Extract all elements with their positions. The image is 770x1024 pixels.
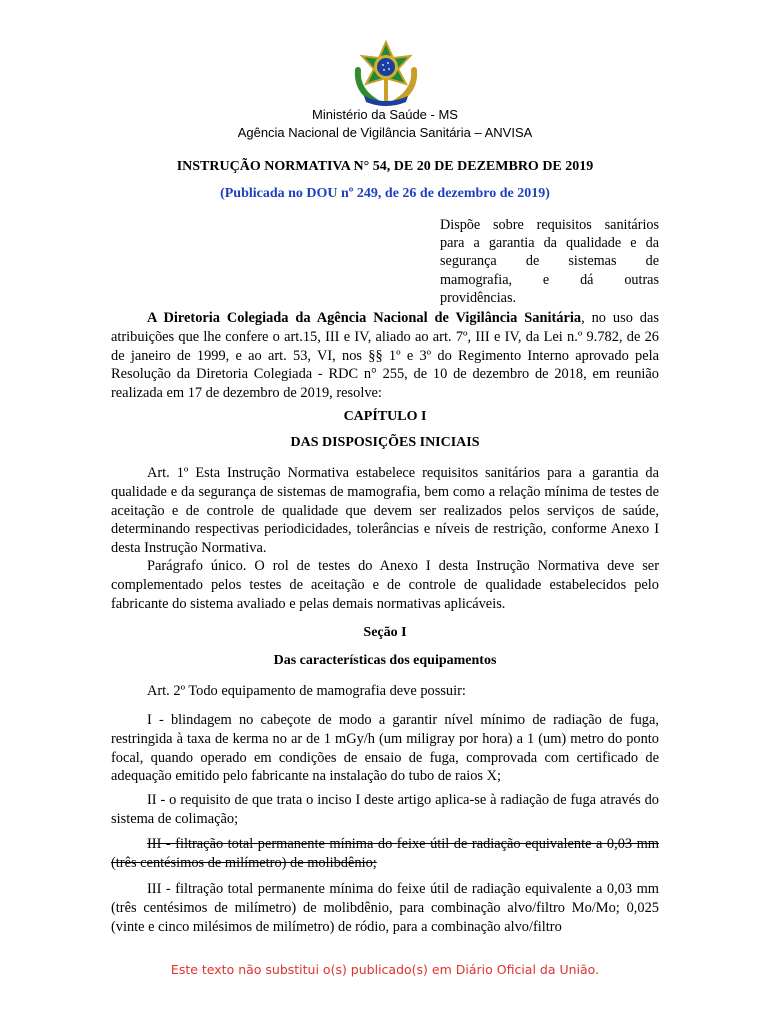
article-2: Art. 2º Todo equipamento de mamografia deve possuir: [147,683,466,699]
section-heading: Seção I [363,625,407,640]
ementa-line: Dispõe sobre requisitos sanitários [440,217,659,233]
inciso-ii: II - o requisito de que trata o inciso I deste artigo aplica-se à radiação de fuga através do sistema de colimação; [111,792,659,827]
publication-note: (Publicada no DOU nº 249, de 26 de dezembro de 2019) [220,186,550,201]
disclaimer-footer: Este texto não substitui o(s) publicado(s) em Diário Oficial da União. [170,962,600,977]
ementa-line: providências. [440,289,517,306]
ementa-line: mamografia, e dá outras [440,271,659,288]
agency-name: Agência Nacional de Vigilância Sanitária – ANVISA [237,125,533,140]
ementa-line: segurança de sistemas de [440,253,659,270]
ementa-line: para a garantia da qualidade e da [440,235,659,252]
chapter-title: DAS DISPOSIÇÕES INICIAIS [290,435,480,450]
inciso-i: I - blindagem no cabeçote de modo a garantir nível mínimo de radiação de fuga, restringida à taxa de kerma no ar de 1 mGy/h (um miligray por hora) a 1 (um) metro do ponto focal, quando operado em condições de ensaio de fuga, comprovada com certificado de adequação emitido pelo fabricante na instalação do tubo de raios X; [111,712,659,785]
ementa [440,216,659,307]
preamble-text: , no uso das atribuições que lhe confere o art.15, III e IV, aliado ao art. 7º, III e IV, da Lei n.º 9.782, de 26 de janeiro de 1999, e ao art. 53, VI, nos §§ 1º e 3º do Regimento Interno aprovado pela Resolução da Diretoria Colegiada - RDC n° 255, de 10 de dezembro de 2018, em reunião realizada em 17 de dezembro de 2019, resolve: [111,310,659,402]
brazil-coat-of-arms-icon [344,40,428,110]
article-1: Art. 1º Esta Instrução Normativa estabelece requisitos sanitários para a garantia da qualidade e da segurança de sistemas de mamografia, bem como a relação mínima de testes de aceitação e de controle de qualidade que devem ser realizados pelos serviços de saúde, determinando respectivas periodicidades, tolerâncias e níveis de restrição, conforme Anexo I desta Instrução Normativa. [111,465,659,557]
ministry-name: Ministério da Saúde - MS [312,107,458,122]
chapter-heading: CAPÍTULO I [343,409,427,424]
paragrafo-unico: Parágrafo único. O rol de testes do Anexo I desta Instrução Normativa deve ser complementado pelos testes de aceitação e de controle de qualidade estabelecidos pelo fabricante do sistema avaliado e pelas demais normativas aplicáveis. [111,558,659,612]
inciso-iii: III - filtração total permanente mínima do feixe útil de radiação equivalente a 0,03 mm (três centésimos de milímetro) de molibdênio, para combinação alvo/filtro Mo/Mo; 0,025 (vinte e cinco milésimos de milímetro) de ródio, para a combinação alvo/filtro [111,881,659,935]
inciso-iii-revoked: III - filtração total permanente mínima do feixe útil de radiação equivalente a 0,03 mm (três centésimos de milímetro) de molibdênio; [111,836,659,871]
preamble [111,309,659,403]
preamble-bold: A Diretoria Colegiada da Agência Nacional de Vigilância Sanitária [147,310,582,326]
document-title: INSTRUÇÃO NORMATIVA N° 54, DE 20 DE DEZEMBRO DE 2019 [176,159,594,174]
section-title: Das características dos equipamentos [273,653,497,668]
